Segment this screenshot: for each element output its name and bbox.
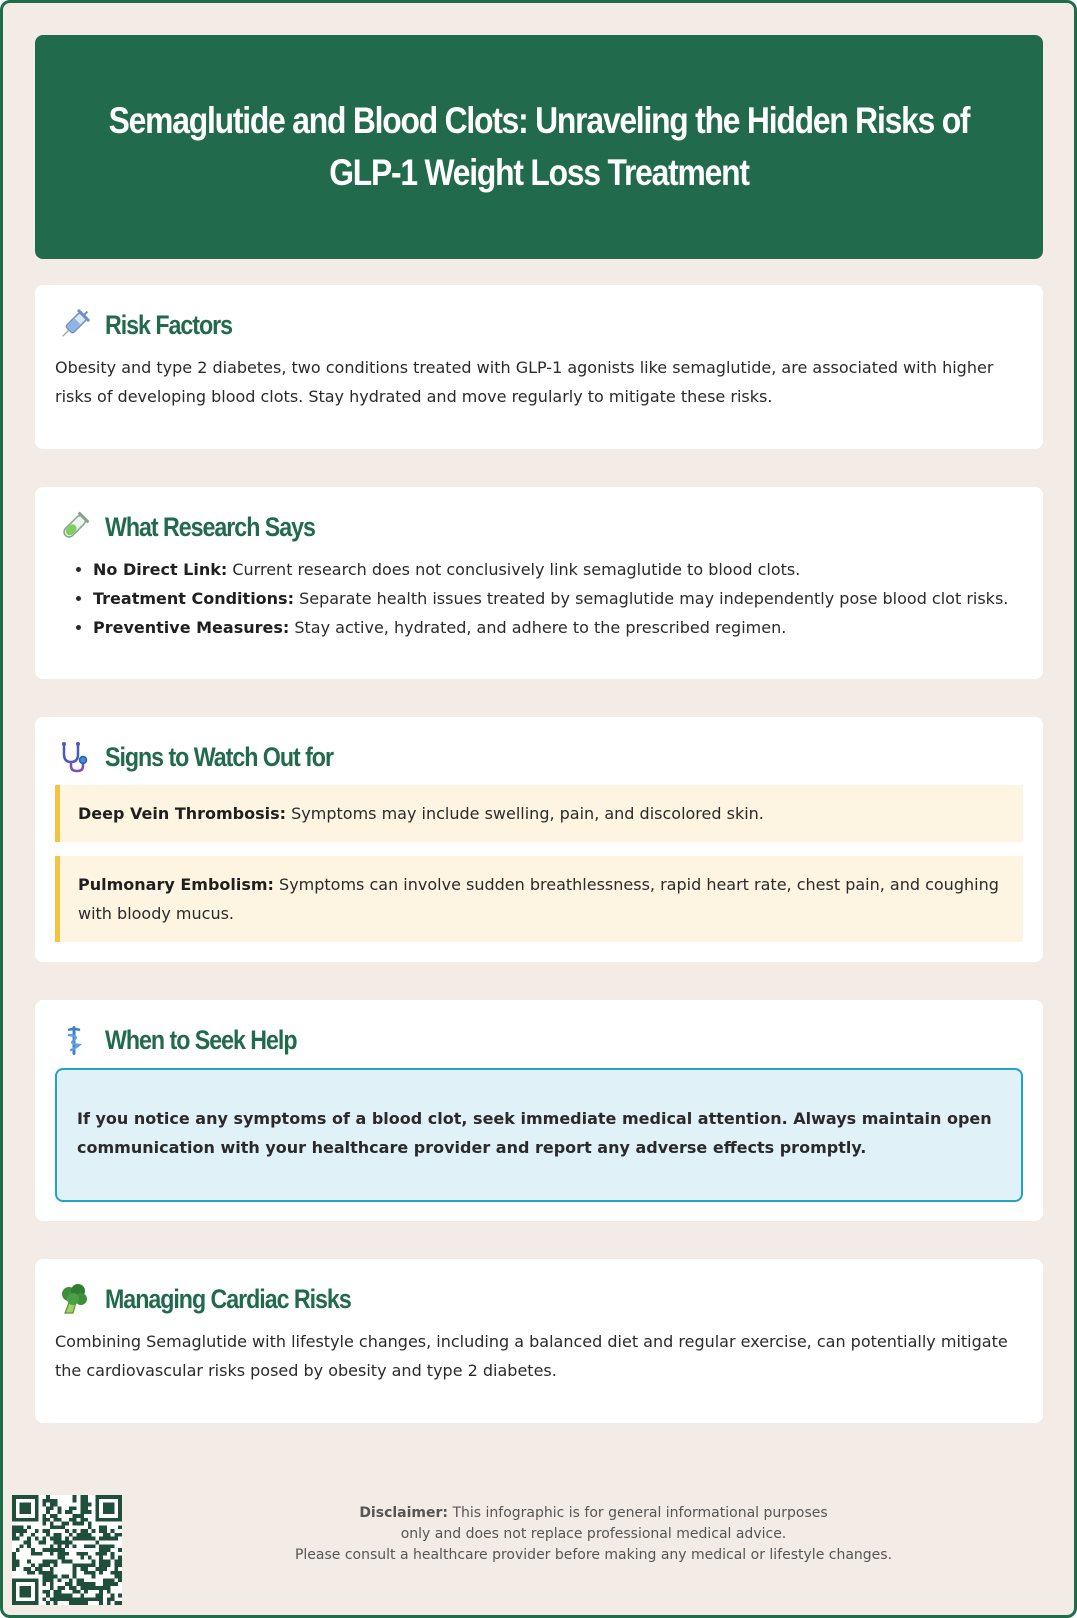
qr-code-image xyxy=(12,1495,122,1605)
sign-item-label: Pulmonary Embolism: xyxy=(78,875,274,894)
qr-code[interactable] xyxy=(12,1495,122,1605)
research-item-text: Stay active, hydrated, and adhere to the prescribed regimen. xyxy=(289,618,787,637)
research-item-label: Treatment Conditions: xyxy=(93,589,294,608)
list-item xyxy=(93,613,1008,642)
stethoscope-icon xyxy=(57,740,91,774)
syringe-icon xyxy=(57,308,91,342)
header-banner xyxy=(35,35,1043,259)
sign-item-text: Symptoms may include swelling, pain, and discolored skin. xyxy=(286,804,764,823)
help-card xyxy=(35,1000,1043,1221)
research-list xyxy=(55,555,1008,642)
page-title: Semaglutide and Blood Clots: Unraveling the Hidden Risks of GLP-1 Weight Loss Treatment xyxy=(108,100,970,193)
help-callout: If you notice any symptoms of a blood clot, seek immediate medical attention. Always maintain open communication with your healthcare provider and report any adverse effects promptly. xyxy=(55,1068,1023,1202)
signs-card xyxy=(35,717,1043,962)
cardiac-title: Managing Cardiac Risks xyxy=(105,1283,351,1314)
sign-item-label: Deep Vein Thrombosis: xyxy=(78,804,287,823)
broccoli-icon xyxy=(57,1282,91,1316)
disclaimer xyxy=(123,1503,1064,1566)
risk-factors-text: Obesity and type 2 diabetes, two conditions treated with GLP-1 agonists like semaglutide, are associated with higher risks of developing blood clots. Stay hydrated and move regularly to mitigate these risks. xyxy=(55,358,994,406)
list-item xyxy=(93,555,1008,584)
research-item-label: No Direct Link: xyxy=(93,560,228,579)
disclaimer-label: Disclaimer: xyxy=(359,1505,448,1521)
disclaimer-line-2: only and does not replace professional medical advice. xyxy=(400,1526,787,1542)
research-item-text: Separate health issues treated by semaglutide may independently pose blood clot risks. xyxy=(293,589,1009,608)
risk-factors-title: Risk Factors xyxy=(105,309,232,340)
signs-title: Signs to Watch Out for xyxy=(105,741,333,772)
test-tube-icon xyxy=(57,510,91,544)
sign-item-pe xyxy=(55,856,1023,942)
medical-symbol-icon xyxy=(57,1023,91,1057)
cardiac-card xyxy=(35,1259,1043,1423)
disclaimer-line-3: Please consult a healthcare provider before making any medical or lifestyle changes. xyxy=(294,1547,893,1563)
research-item-text: Current research does not conclusively link semaglutide to blood clots. xyxy=(227,560,801,579)
help-title: When to Seek Help xyxy=(105,1024,297,1055)
research-item-label: Preventive Measures: xyxy=(93,618,290,637)
list-item xyxy=(93,584,1008,613)
research-title: What Research Says xyxy=(105,511,315,542)
sign-item-dvt xyxy=(55,785,1023,842)
cardiac-text: Combining Semaglutide with lifestyle changes, including a balanced diet and regular exercise, can potentially mitigate the cardiovascular risks posed by obesity and type 2 diabetes. xyxy=(55,1332,1008,1380)
risk-factors-card xyxy=(35,285,1043,449)
sign-item-text: Symptoms can involve sudden breathlessness, rapid heart rate, chest pain, and coughing with bloody mucus. xyxy=(78,875,999,923)
research-card xyxy=(35,487,1043,679)
disclaimer-line-1: This infographic is for general informational purposes xyxy=(448,1505,828,1521)
